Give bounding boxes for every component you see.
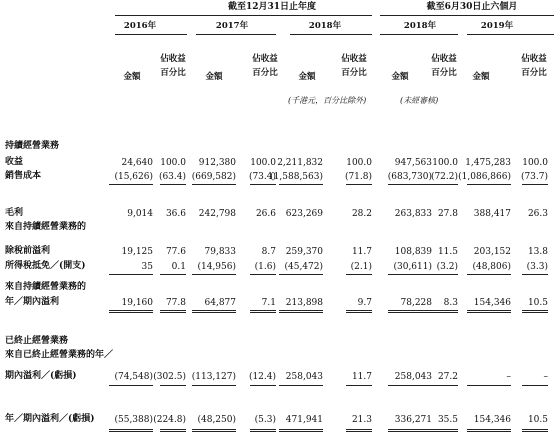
row-value: 19,160 [121,298,153,308]
row-value: 100.0 [432,158,458,168]
year-header: 2019年 [480,21,514,31]
group-header-6m: 截至6月30日止六個月 [426,2,518,12]
underline-rule [250,184,276,185]
underline-rule [467,385,511,386]
underline-rule [192,184,236,185]
row-value: 263,833 [394,209,432,219]
underline-rule [250,385,276,386]
rule-6m [380,15,554,16]
double-underline-rule [279,429,323,432]
double-underline-rule [346,310,372,313]
row-value: (5.3) [254,415,276,425]
row-value: 35 [141,262,153,272]
double-underline-rule [160,310,186,313]
underline-rule [522,274,548,275]
row-label: 持續經營業務 [5,141,60,151]
underline-rule [432,274,458,275]
double-underline-rule [388,429,432,432]
row-label: 銷售成本 [5,171,42,181]
col-pct-header-1: 佔收益 [341,54,367,64]
row-value: (48,806) [472,262,511,272]
col-amount-header: 金額 [123,72,141,82]
row-value: (3.3) [526,262,548,272]
row-value: 19,125 [121,247,153,257]
double-underline-rule [192,310,236,313]
rule-fy [115,15,372,16]
row-value: (63.4) [158,172,186,182]
row-value: 242,798 [198,209,236,219]
row-value: (15,626) [114,172,153,182]
underline-rule [522,385,548,386]
row-label: 來自持續經營業務的 [5,282,87,292]
row-value: 100.0 [250,158,276,168]
col-pct-header-1: 佔收益 [160,54,186,64]
row-value: 8.7 [261,247,276,257]
row-value: 26.6 [255,209,276,219]
col-amount-header: 金額 [472,72,490,82]
row-value: (1,086,866) [458,172,511,182]
double-underline-rule [522,429,548,432]
rule-y2 [196,34,276,35]
row-value: – [506,372,511,382]
col-pct-header-2: 百分比 [160,68,186,78]
double-underline-rule [160,429,186,432]
underline-rule [432,385,458,386]
row-value: (71.8) [344,172,372,182]
row-value: (1,588,563) [270,172,323,182]
double-underline-rule [346,429,372,432]
row-value: 100.0 [160,158,186,168]
double-underline-rule [388,310,432,313]
double-underline-rule [432,429,458,432]
double-underline-rule [250,310,276,313]
row-value: 2,211,832 [277,158,323,168]
year-header: 2017年 [215,21,249,31]
row-label: 年／期內溢利／(虧損) [5,414,95,424]
row-value: (48,250) [197,415,236,425]
row-value: 27.8 [437,209,458,219]
row-value: 336,271 [394,415,432,425]
row-value: 108,839 [394,247,432,257]
row-label: 收益 [5,157,24,167]
double-underline-rule [467,429,511,432]
row-value: 28.2 [351,209,372,219]
rule-y5 [467,34,554,35]
row-value: 9,014 [127,209,153,219]
row-value: 9.7 [357,298,372,308]
row-value: (12.4) [248,372,276,382]
row-value: 21.3 [351,415,372,425]
row-value: – [543,372,548,382]
row-value: 79,833 [204,247,236,257]
underline-rule [388,274,432,275]
row-value: (2.1) [350,262,372,272]
underline-rule [160,184,186,185]
row-value: (74,548) [114,372,153,382]
rule-y3 [290,34,372,35]
row-value: (113,127) [191,372,236,382]
year-header: 2018年 [403,21,437,31]
underline-rule [250,274,276,275]
underline-rule [279,385,323,386]
underline-rule [522,184,548,185]
row-label: 來自持續經營業務的 [5,222,87,232]
row-value: (14,956) [197,262,236,272]
row-value: (1.6) [254,262,276,272]
double-underline-rule [279,310,323,313]
underline-rule [346,184,372,185]
row-label: 年／期內溢利 [5,297,60,307]
col-amount-header: 金額 [391,72,409,82]
underline-rule [467,274,511,275]
row-value: 10.5 [527,298,548,308]
underline-rule [388,184,432,185]
row-value: 11.7 [351,247,372,257]
double-underline-rule [522,310,548,313]
col-pct-header-2: 百分比 [341,68,367,78]
row-value: 154,346 [473,298,511,308]
row-value: 36.6 [165,209,186,219]
row-value: 100.0 [346,158,372,168]
row-value: 259,370 [285,247,323,257]
row-label: 已終止經營業務 [5,336,69,346]
row-value: 154,346 [473,415,511,425]
row-value: (683,730) [387,172,432,182]
underline-rule [192,385,236,386]
underline-rule [160,274,186,275]
row-label: 期內溢利／(虧損) [5,371,77,381]
row-value: 13.8 [527,247,548,257]
row-value: (45,472) [284,262,323,272]
underline-rule [109,385,153,386]
row-value: 10.5 [527,415,548,425]
row-value: 77.6 [165,247,186,257]
underline-rule [279,184,323,185]
col-amount-header: 金額 [298,72,316,82]
row-value: 24,640 [121,158,153,168]
unaudited-note: (未經審核) [400,96,439,105]
row-value: (302.5) [153,372,186,382]
double-underline-rule [109,429,153,432]
underline-rule [346,385,372,386]
col-pct-header-2: 百分比 [431,68,457,78]
row-value: (3.2) [436,262,458,272]
row-value: (72.2) [430,172,458,182]
row-value: (55,388) [114,415,153,425]
col-pct-header-2: 百分比 [252,68,278,78]
col-pct-header-1: 佔收益 [521,54,547,64]
col-pct-header-2: 百分比 [521,68,547,78]
rule-y1 [115,34,187,35]
underline-rule [109,274,153,275]
row-label: 來自已終止經營業務的年／ [5,350,114,360]
unit-note: (千港元，百分比除外) [288,96,367,105]
row-value: 912,380 [198,158,236,168]
year-header: 2018年 [308,21,342,31]
rule-y4 [380,34,458,35]
row-value: 388,417 [473,209,511,219]
underline-rule [109,184,153,185]
row-value: (73.4) [248,172,276,182]
row-value: 0.1 [171,262,186,272]
row-value: 258,043 [285,372,323,382]
col-amount-header: 金額 [205,72,223,82]
row-value: 203,152 [473,247,511,257]
underline-rule [160,385,186,386]
row-value: 258,043 [394,372,432,382]
row-label: 所得稅抵免／(開支) [5,261,86,271]
row-value: (73.7) [520,172,548,182]
underline-rule [346,274,372,275]
row-value: 1,475,283 [465,158,511,168]
row-value: (30,611) [393,262,432,272]
row-value: 947,563 [394,158,432,168]
row-label: 除稅前溢利 [5,246,51,256]
row-value: 7.1 [261,298,276,308]
row-value: 471,941 [285,415,323,425]
group-header-fy: 截至12月31日止年度 [227,2,317,12]
underline-rule [467,184,511,185]
year-header: 2016年 [123,21,157,31]
double-underline-rule [192,429,236,432]
row-value: 623,269 [285,209,323,219]
col-pct-header-1: 佔收益 [431,54,457,64]
row-value: 78,228 [400,298,432,308]
row-label: 毛利 [5,208,24,218]
row-value: 100.0 [522,158,548,168]
row-value: 26.3 [527,209,548,219]
double-underline-rule [467,310,511,313]
double-underline-rule [432,310,458,313]
double-underline-rule [250,429,276,432]
row-value: (669,582) [191,172,236,182]
row-value: 35.5 [437,415,458,425]
row-value: 8.3 [443,298,458,308]
row-value: 77.8 [165,298,186,308]
underline-rule [279,274,323,275]
underline-rule [388,385,432,386]
row-value: 27.2 [437,372,458,382]
row-value: 11.5 [437,247,458,257]
row-value: 64,877 [204,298,236,308]
underline-rule [432,184,458,185]
row-value: 11.7 [351,372,372,382]
col-pct-header-1: 佔收益 [252,54,278,64]
double-underline-rule [109,310,153,313]
row-value: 213,898 [285,298,323,308]
row-value: (224.8) [153,415,186,425]
underline-rule [192,274,236,275]
